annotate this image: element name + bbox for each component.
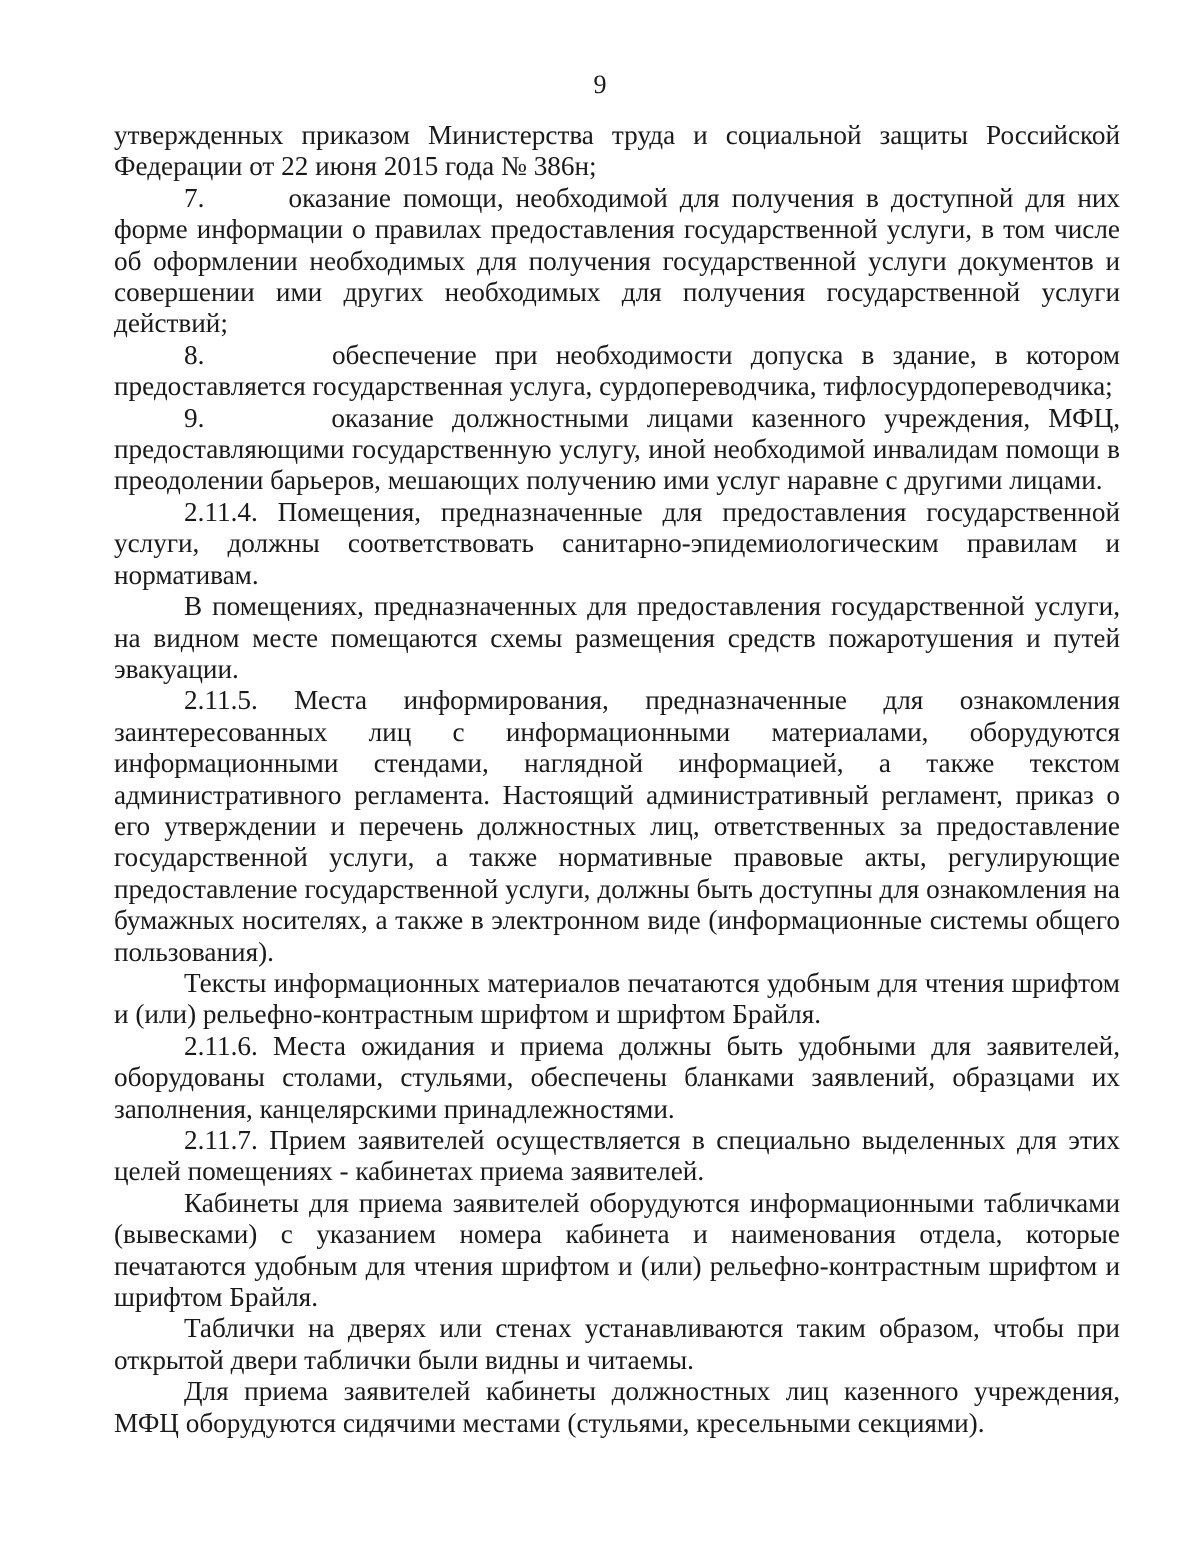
list-item-7-text: оказание помощи, необходимой для получения в доступной для них форме информации о правилах предоставления государственной услуги, в том числе об оформлении необходимых для получения государственной услуги документов и совершении ими других необходимых для получения государственной услуги действий; (114, 182, 1121, 339)
paragraph-2-11-5: 2.11.5. Места информирования, предназначенные для ознакомления заинтересованных лиц с информационными материалами, оборудуются информационными стендами, наглядной информацией, а также текстом административного регламента. Настоящий административный регламент, приказ о его утверждении и перечень должностных лиц, ответственных за предоставление государственной услуги, а также нормативные правовые акты, регулирующие предоставление государственной услуги, должны быть доступны для ознакомления на бумажных носителях, а также в электронном виде (информационные системы общего пользования). (114, 685, 1120, 967)
paragraph-continuation: утвержденных приказом Министерства труда и социальной защиты Российской Федерации от 22 июня 2015 года № 386н; (114, 120, 1120, 182)
paragraph-2-11-4: 2.11.4. Помещения, предназначенные для предоставления государственной услуги, должны соответствовать санитарно-эпидемиологическим правилам и нормативам. (114, 496, 1120, 590)
list-item-8-text: обеспечение при необходимости допуска в здание, в котором предоставляется государственная услуга, сурдопереводчика, тифлосурдопереводчика; (114, 339, 1120, 402)
page-number: 9 (593, 70, 607, 99)
paragraph-seats: Для приема заявителей кабинеты должностных лиц казенного учреждения, МФЦ оборудуются сидячими местами (стульями, кресельными секциями). (114, 1376, 1120, 1438)
paragraph-rooms-schemes: В помещениях, предназначенных для предоставления государственной услуги, на видном месте помещаются схемы размещения средств пожаротушения и путей эвакуации. (114, 591, 1120, 684)
document-body (114, 120, 1120, 1439)
list-item-8-number: 8. (184, 339, 205, 370)
list-item-8 (114, 340, 1120, 403)
paragraph-2-11-6: 2.11.6. Места ожидания и приема должны быть удобными для заявителей, оборудованы столами, стульями, обеспечены бланками заявлений, образцами их заполнения, канцелярскими принадлежностями. (114, 1030, 1120, 1124)
list-item-7 (114, 183, 1120, 340)
list-item-9-number: 9. (184, 402, 205, 433)
list-item-9 (114, 403, 1120, 497)
list-item-7-number: 7. (184, 182, 205, 213)
list-item-9-text: оказание должностными лицами казенного учреждения, МФЦ, предоставляющими государственную услугу, иной необходимой инвалидам помощи в преодолении барьеров, мешающих получению ими услуг наравне с другими лицами. (114, 402, 1120, 496)
paragraph-cabinets-plates: Кабинеты для приема заявителей оборудуются информационными табличками (вывесками) с указанием номера кабинета и наименования отдела, которые печатаются удобным для чтения шрифтом и (или) рельефно-контрастным шрифтом и шрифтом Брайля. (114, 1187, 1120, 1313)
paragraph-plates-doors: Таблички на дверях или стенах устанавливаются таким образом, чтобы при открытой двери таблички были видны и читаемы. (114, 1313, 1120, 1375)
paragraph-2-11-7: 2.11.7. Прием заявителей осуществляется в специально выделенных для этих целей помещениях - кабинетах приема заявителей. (114, 1125, 1120, 1187)
paragraph-texts-fonts: Тексты информационных материалов печатаются удобным для чтения шрифтом и (или) рельефно-контрастным шрифтом и шрифтом Брайля. (114, 967, 1120, 1030)
